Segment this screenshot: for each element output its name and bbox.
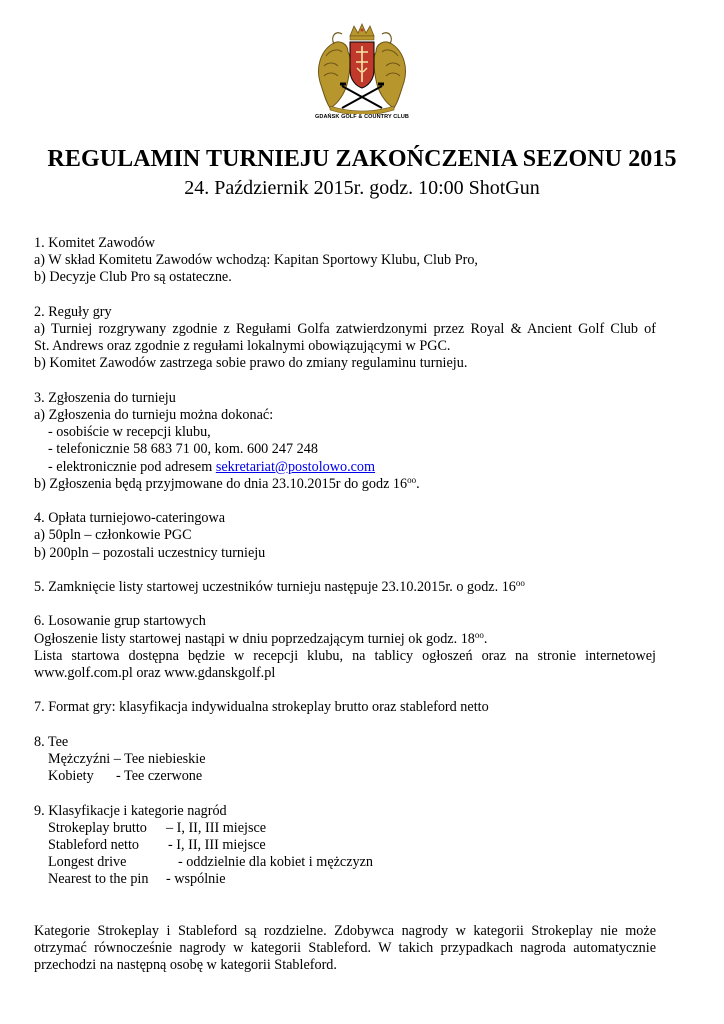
women-label: Kobiety [48,768,94,785]
section-2-b: b) Komitet Zawodów zastrzega sobie prawo do zmiany regulaminu turnieju. [34,355,468,372]
section-8-heading: 8. Tee [34,733,69,750]
section-3-item-2: - telefonicznie 58 683 71 00, kom. 600 247 248 [48,441,318,458]
lions-crest-icon [312,22,412,114]
section-2-a-line1: a) Turniej rozgrywany zgodnie z Regułami Golfa zatwierdzonymi przez Royal & Ancient Golf Club of [34,321,656,337]
prize-row-value: - I, II, III miejsce [168,836,266,853]
prize-row-label: Longest drive [48,854,127,871]
section-2-a-line2: St. Andrews oraz zgodnie z regułami lokalnymi obowiązującymi w PGC. [34,338,451,355]
document-body [34,235,656,974]
shield-icon [350,42,374,88]
prize-row-label: Stableford netto [48,836,140,853]
footer-note: Kategorie Strokeplay i Stableford są rozdzielne. Zdobywca nagrody w kategorii Strokeplay nie może otrzymać równocześnie nagrody w kategorii Stableford. W takich przypadkach nagroda automatycznie przechodzi na następną osobę w kategorii Stableford. [34,922,656,973]
email-label: - elektronicznie pod adresem [48,458,216,475]
section-3-b-sup: oo [407,474,417,485]
prize-row-label: Nearest to the pin [48,871,149,888]
document-title: REGULAMIN TURNIEJU ZAKOŃCZENIA SEZONU 2015 [47,146,677,172]
section-6-line-1-sup: oo [474,629,484,640]
section-4-a: a) 50pln – członkowie PGC [34,527,192,544]
section-3-b [34,476,656,493]
section-2-heading: 2. Reguły gry [34,303,112,320]
email-link[interactable]: sekretariat@postolowo.com [215,458,376,475]
section-5-sup: oo [515,578,525,588]
section-6-heading: 6. Losowanie grup startowych [34,613,206,630]
right-lion-icon [374,33,406,108]
section-6-line-2: Lista startowa dostępna będzie w recepcji klubu, na tablicy ogłoszeń oraz na stronie internetowej [34,647,656,664]
left-lion-icon [319,33,351,108]
prize-row [34,854,656,871]
section-9-heading: 9. Klasyfikacje i kategorie nagród [34,802,227,819]
section-5 [34,579,656,596]
section-1-heading: 1. Komitet Zawodów [34,235,155,251]
prize-row [34,820,656,837]
section-6-line-3: www.golf.com.pl oraz www.gdanskgolf.pl [34,665,276,681]
section-1-a: a) W skład Komitetu Zawodów wchodzą: Kapitan Sportowy Klubu, Club Pro, [34,252,478,269]
section-8-men: Mężczyźni – Tee niebieskie [48,750,206,767]
section-3-heading: 3. Zgłoszenia do turnieju [34,389,176,406]
prize-row-value: - wspólnie [166,871,226,888]
prize-row [34,871,656,888]
section-3-a: a) Zgłoszenia do turnieju można dokonać: [34,407,274,423]
section-3-b-end: . [416,475,420,492]
section-1-b: b) Decyzje Club Pro są ostateczne. [34,269,232,286]
ribbon-icon [330,106,394,114]
section-3-item-1: - osobiście w recepcji klubu, [48,424,211,441]
section-7: 7. Format gry: klasyfikacja indywidualna strokeplay brutto oraz stableford netto [34,699,489,716]
club-name: GDAŃSK GOLF & COUNTRY CLUB [315,114,409,120]
section-4-heading: 4. Opłata turniejowo-cateringowa [34,510,226,527]
section-3-b-text: b) Zgłoszenia będą przyjmowane do dnia 23.10.2015r do godz 16 [34,475,408,492]
section-6-line-1-end: . [483,630,488,647]
prize-row [34,837,656,854]
section-4-b: b) 200pln – pozostali uczestnicy turnieju [34,544,266,561]
prize-row-value: – I, II, III miejsce [166,819,267,836]
crown-icon [350,24,374,40]
document-subtitle: 24. Październik 2015r. godz. 10:00 ShotGun [184,177,540,199]
section-6-line-1 [34,631,656,648]
prize-row-label: Strokeplay brutto [48,819,147,836]
section-5-text: 5. Zamknięcie listy startowej uczestników turnieju następuje 23.10.2015r. o godz. 16 [34,579,516,595]
prize-row-value: - oddzielnie dla kobiet i mężczyzn [178,854,373,871]
section-6-line-1-text: Ogłoszenie listy startowej nastąpi w dniu poprzedzającym turniej ok godz. 18 [34,630,475,647]
section-3-item-3 [34,459,656,476]
section-8-women [34,768,656,785]
women-value: - Tee czerwone [116,768,203,785]
